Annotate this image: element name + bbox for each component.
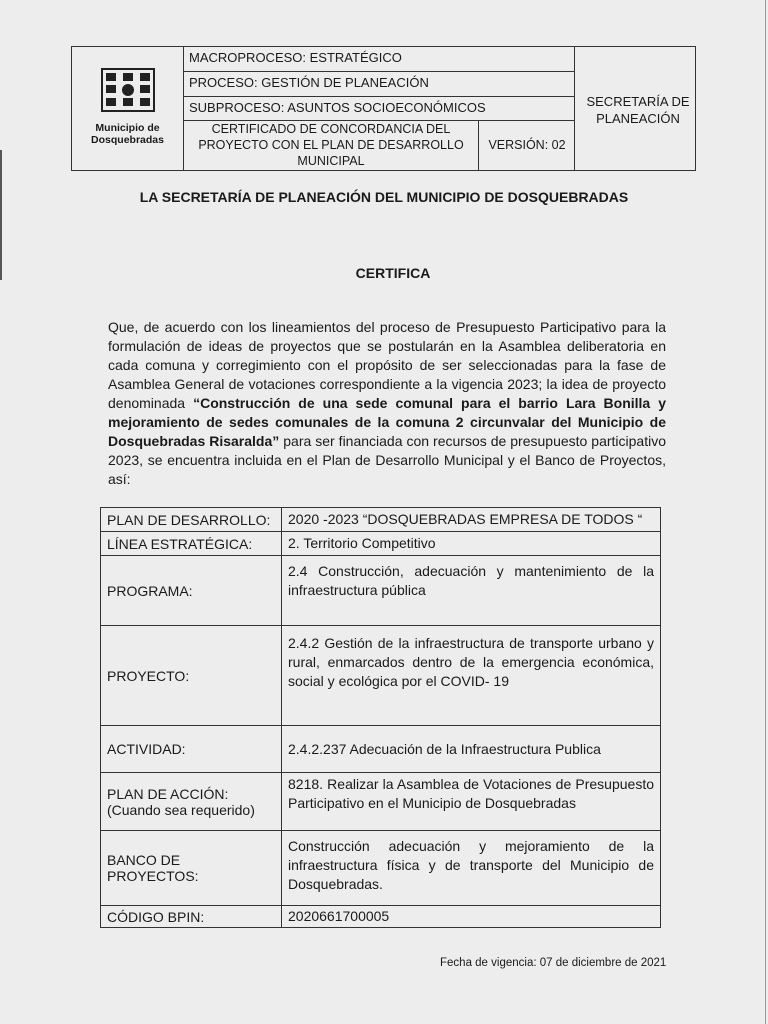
row-value: 2. Territorio Competitivo xyxy=(282,532,661,556)
validity-date: Fecha de vigencia: 07 de diciembre de 2021 xyxy=(440,957,667,969)
table-row xyxy=(101,831,661,906)
row-label xyxy=(101,831,282,906)
subproceso: SUBPROCESO: ASUNTOS SOCIOECONÓMICOS xyxy=(184,97,574,121)
row-value: 2020 -2023 “DOSQUEBRADAS EMPRESA DE TODOS “ xyxy=(282,508,661,532)
table-row xyxy=(101,532,661,556)
row-value: 2.4.2.237 Adecuación de la Infraestructura Publica xyxy=(282,726,661,773)
row-value: 2.4.2 Gestión de la infraestructura de transporte urbano y rural, enmarcados dentro de la emergencia económica, social y ecológica por el COVID- 19 xyxy=(282,626,661,726)
body-paragraph xyxy=(108,318,666,489)
row-label: PROGRAMA: xyxy=(101,556,282,626)
row-label: ACTIVIDAD: xyxy=(101,726,282,773)
certifica-heading: CERTIFICA xyxy=(355,265,431,281)
proceso: PROCESO: GESTIÓN DE PLANEACIÓN xyxy=(184,72,574,97)
row-label: PROYECTO: xyxy=(101,626,282,726)
row-value: Construcción adecuación y mejoramiento de la infraestructura física y de transporte del Municipio de Dosquebradas. xyxy=(282,831,661,906)
body-intro: Que, de acuerdo con los lineamientos del proceso de Presupuesto Participativo para la formulación de ideas de proyectos que se postularán en la Asamblea deliberatoria en cada comuna y corregimiento con el propósito de ser seleccionadas para la fase de Asamblea General de votaciones correspondiente a la vigencia 2023; la idea de proyecto denominada xyxy=(108,319,666,411)
row-label-line-1: BANCO DE xyxy=(107,852,181,868)
logo-caption xyxy=(72,122,183,146)
table-row xyxy=(101,556,661,626)
row-label-line-2: PROYECTOS: xyxy=(107,868,199,884)
table-row xyxy=(101,906,661,928)
row-label: CÓDIGO BPIN: xyxy=(101,906,282,928)
certificate-row xyxy=(184,121,574,170)
row-label: PLAN DE DESARROLLO: xyxy=(101,508,282,532)
row-label xyxy=(101,773,282,831)
table-row xyxy=(101,773,661,831)
logo-line-2: Dosquebradas xyxy=(91,134,164,146)
scan-edge-right xyxy=(765,0,766,1024)
document-header xyxy=(71,46,696,171)
department-cell xyxy=(574,47,696,170)
row-label-line-2: (Cuando sea requerido) xyxy=(107,801,255,818)
department-name: SECRETARÍA DE PLANEACIÓN xyxy=(586,94,690,126)
body-outro: para ser financiada con recursos de presupuesto participativo 2023, se encuentra incluida en el Plan de Desarrollo Municipal y el Banco de Proyectos, así: xyxy=(108,433,666,487)
logo-cell xyxy=(72,47,184,170)
row-value: 2.4 Construcción, adecuación y mantenimiento de la infraestructura pública xyxy=(282,556,661,626)
row-value: 8218. Realizar la Asamblea de Votaciones de Presupuesto Participativo en el Municipio de Dosquebradas xyxy=(282,773,661,831)
document-title: LA SECRETARÍA DE PLANEACIÓN DEL MUNICIPIO DE DOSQUEBRADAS xyxy=(139,189,629,205)
header-process-info xyxy=(184,47,574,170)
scan-edge-left xyxy=(0,150,2,280)
table-row xyxy=(101,726,661,773)
plan-table xyxy=(100,507,661,928)
row-label-line-1: PLAN DE ACCIÓN: xyxy=(107,785,229,802)
municipality-shield-logo xyxy=(100,67,156,113)
project-name: “Construcción de una sede comunal para el barrio Lara Bonilla y mejoramiento de sedes comunales de la comuna 2 circunvalar del Municipio de Dosquebradas Risaralda” xyxy=(108,395,667,449)
table-row xyxy=(101,626,661,726)
certificate-name: CERTIFICADO DE CONCORDANCIA DEL PROYECTO CON EL PLAN DE DESARROLLO MUNICIPAL xyxy=(184,121,479,170)
row-value: 2020661700005 xyxy=(282,906,661,928)
macroproceso: MACROPROCESO: ESTRATÉGICO xyxy=(184,47,574,72)
version-label: VERSIÓN: 02 xyxy=(488,138,566,152)
row-label: LÍNEA ESTRATÉGICA: xyxy=(101,532,282,556)
table-row xyxy=(101,508,661,532)
logo-line-1: Municipio de xyxy=(95,122,160,134)
